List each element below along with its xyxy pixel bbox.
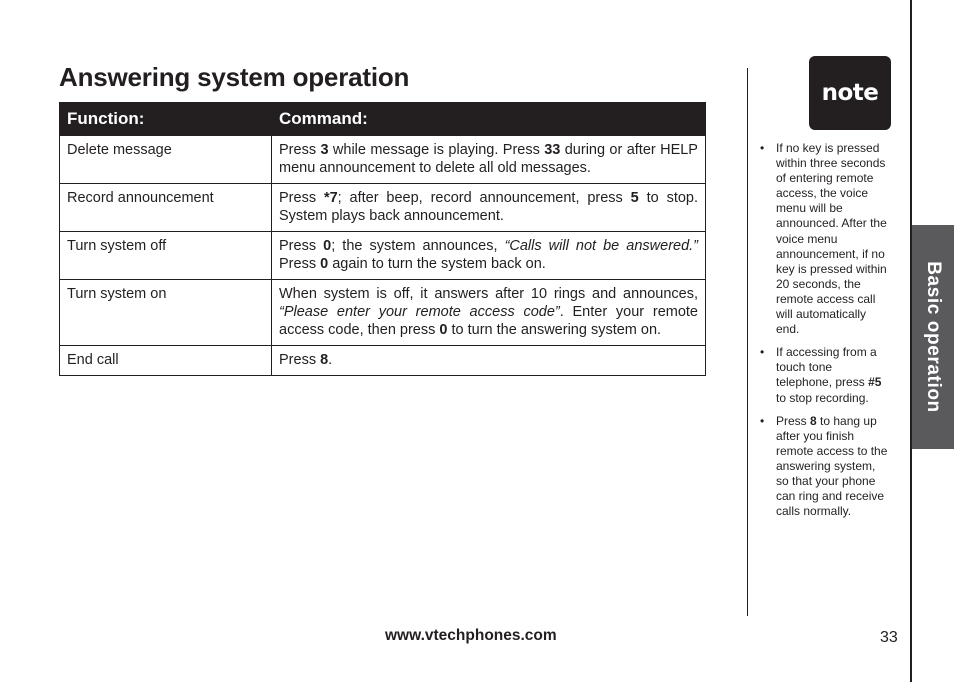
function-cell: Record announcement (60, 184, 272, 232)
table-row (60, 346, 706, 376)
table-row (60, 136, 706, 184)
bullet-icon: • (760, 413, 765, 428)
note-badge: note (809, 56, 891, 130)
bullet-icon: • (760, 141, 765, 155)
command-cell (272, 184, 706, 232)
command-cell (272, 280, 706, 346)
note-item (758, 414, 890, 520)
command-table (59, 102, 706, 376)
bold-key: *7 (323, 190, 338, 206)
text-run: to stop recording. (776, 390, 869, 405)
text-run: When system is off, it answers after 10 rings and announces, (279, 286, 698, 302)
function-cell: Turn system off (60, 232, 272, 280)
text-run: Press (279, 352, 321, 368)
text-run: during or after HELP menu announcement to delete all old messages. (279, 142, 698, 176)
command-cell (272, 346, 706, 376)
page-number: 33 (880, 629, 898, 646)
text-run: while message is playing. Press (328, 142, 545, 158)
text-run: Press (776, 413, 811, 428)
table-row (60, 184, 706, 232)
text-run: If no key is pressed within three seconds of entering remote access, the voice menu will be announced. After the voice menu announcement, if no key is pressed within 20 seconds, the remote access call will automatically end. (776, 141, 887, 337)
text-run: Press (279, 142, 321, 158)
text-run: Press (279, 190, 324, 206)
bold-key: 8 (320, 352, 329, 368)
bold-key: 0 (320, 256, 329, 272)
bold-key: 33 (544, 142, 561, 158)
notes-list (758, 141, 890, 527)
text-run: ; the system announces, (331, 238, 505, 254)
note-item (758, 141, 890, 337)
footer-url: www.vtechphones.com (385, 627, 557, 644)
header-function: Function: (60, 103, 272, 136)
bold-key: 0 (323, 238, 332, 254)
table-row (60, 280, 706, 346)
italic-quote: “Calls will not be answered.” (504, 238, 699, 254)
text-run: Press (279, 238, 324, 254)
command-cell (272, 136, 706, 184)
bullet-icon: • (760, 345, 765, 360)
text-run: Press (279, 256, 321, 272)
bold-key: 8 (810, 413, 817, 428)
function-cell: End call (60, 346, 272, 376)
side-tab (912, 225, 954, 449)
text-run: If accessing from a touch tone telephone, press (776, 345, 877, 390)
side-tab-label: Basic operation (923, 261, 944, 413)
bold-key: #5 (868, 375, 882, 390)
page-title: Answering system operation (59, 62, 410, 92)
function-cell: Turn system on (60, 280, 272, 346)
bold-key: 3 (320, 142, 329, 158)
column-divider (747, 68, 748, 616)
text-run: ; after beep, record announcement, press (337, 190, 631, 206)
bold-key: 0 (439, 322, 448, 338)
bold-key: 5 (630, 190, 639, 206)
table-row (60, 232, 706, 280)
text-run: again to turn the system back on. (328, 256, 546, 272)
note-item (758, 345, 890, 405)
text-run: to hang up after you finish remote access to the answering system, so that your phone can ring and receive calls normally. (776, 413, 888, 519)
table-body (60, 136, 706, 376)
italic-quote: “Please enter your remote access code” (279, 304, 560, 320)
command-cell (272, 232, 706, 280)
function-cell: Delete message (60, 136, 272, 184)
text-run: to stop. System plays back announcement. (279, 190, 698, 224)
text-run: . Enter your remote access code, then press (279, 304, 698, 338)
text-run: to turn the answering system on. (447, 322, 662, 338)
table-header-row (60, 103, 706, 136)
text-run: . (328, 352, 333, 368)
header-command: Command: (272, 103, 706, 136)
